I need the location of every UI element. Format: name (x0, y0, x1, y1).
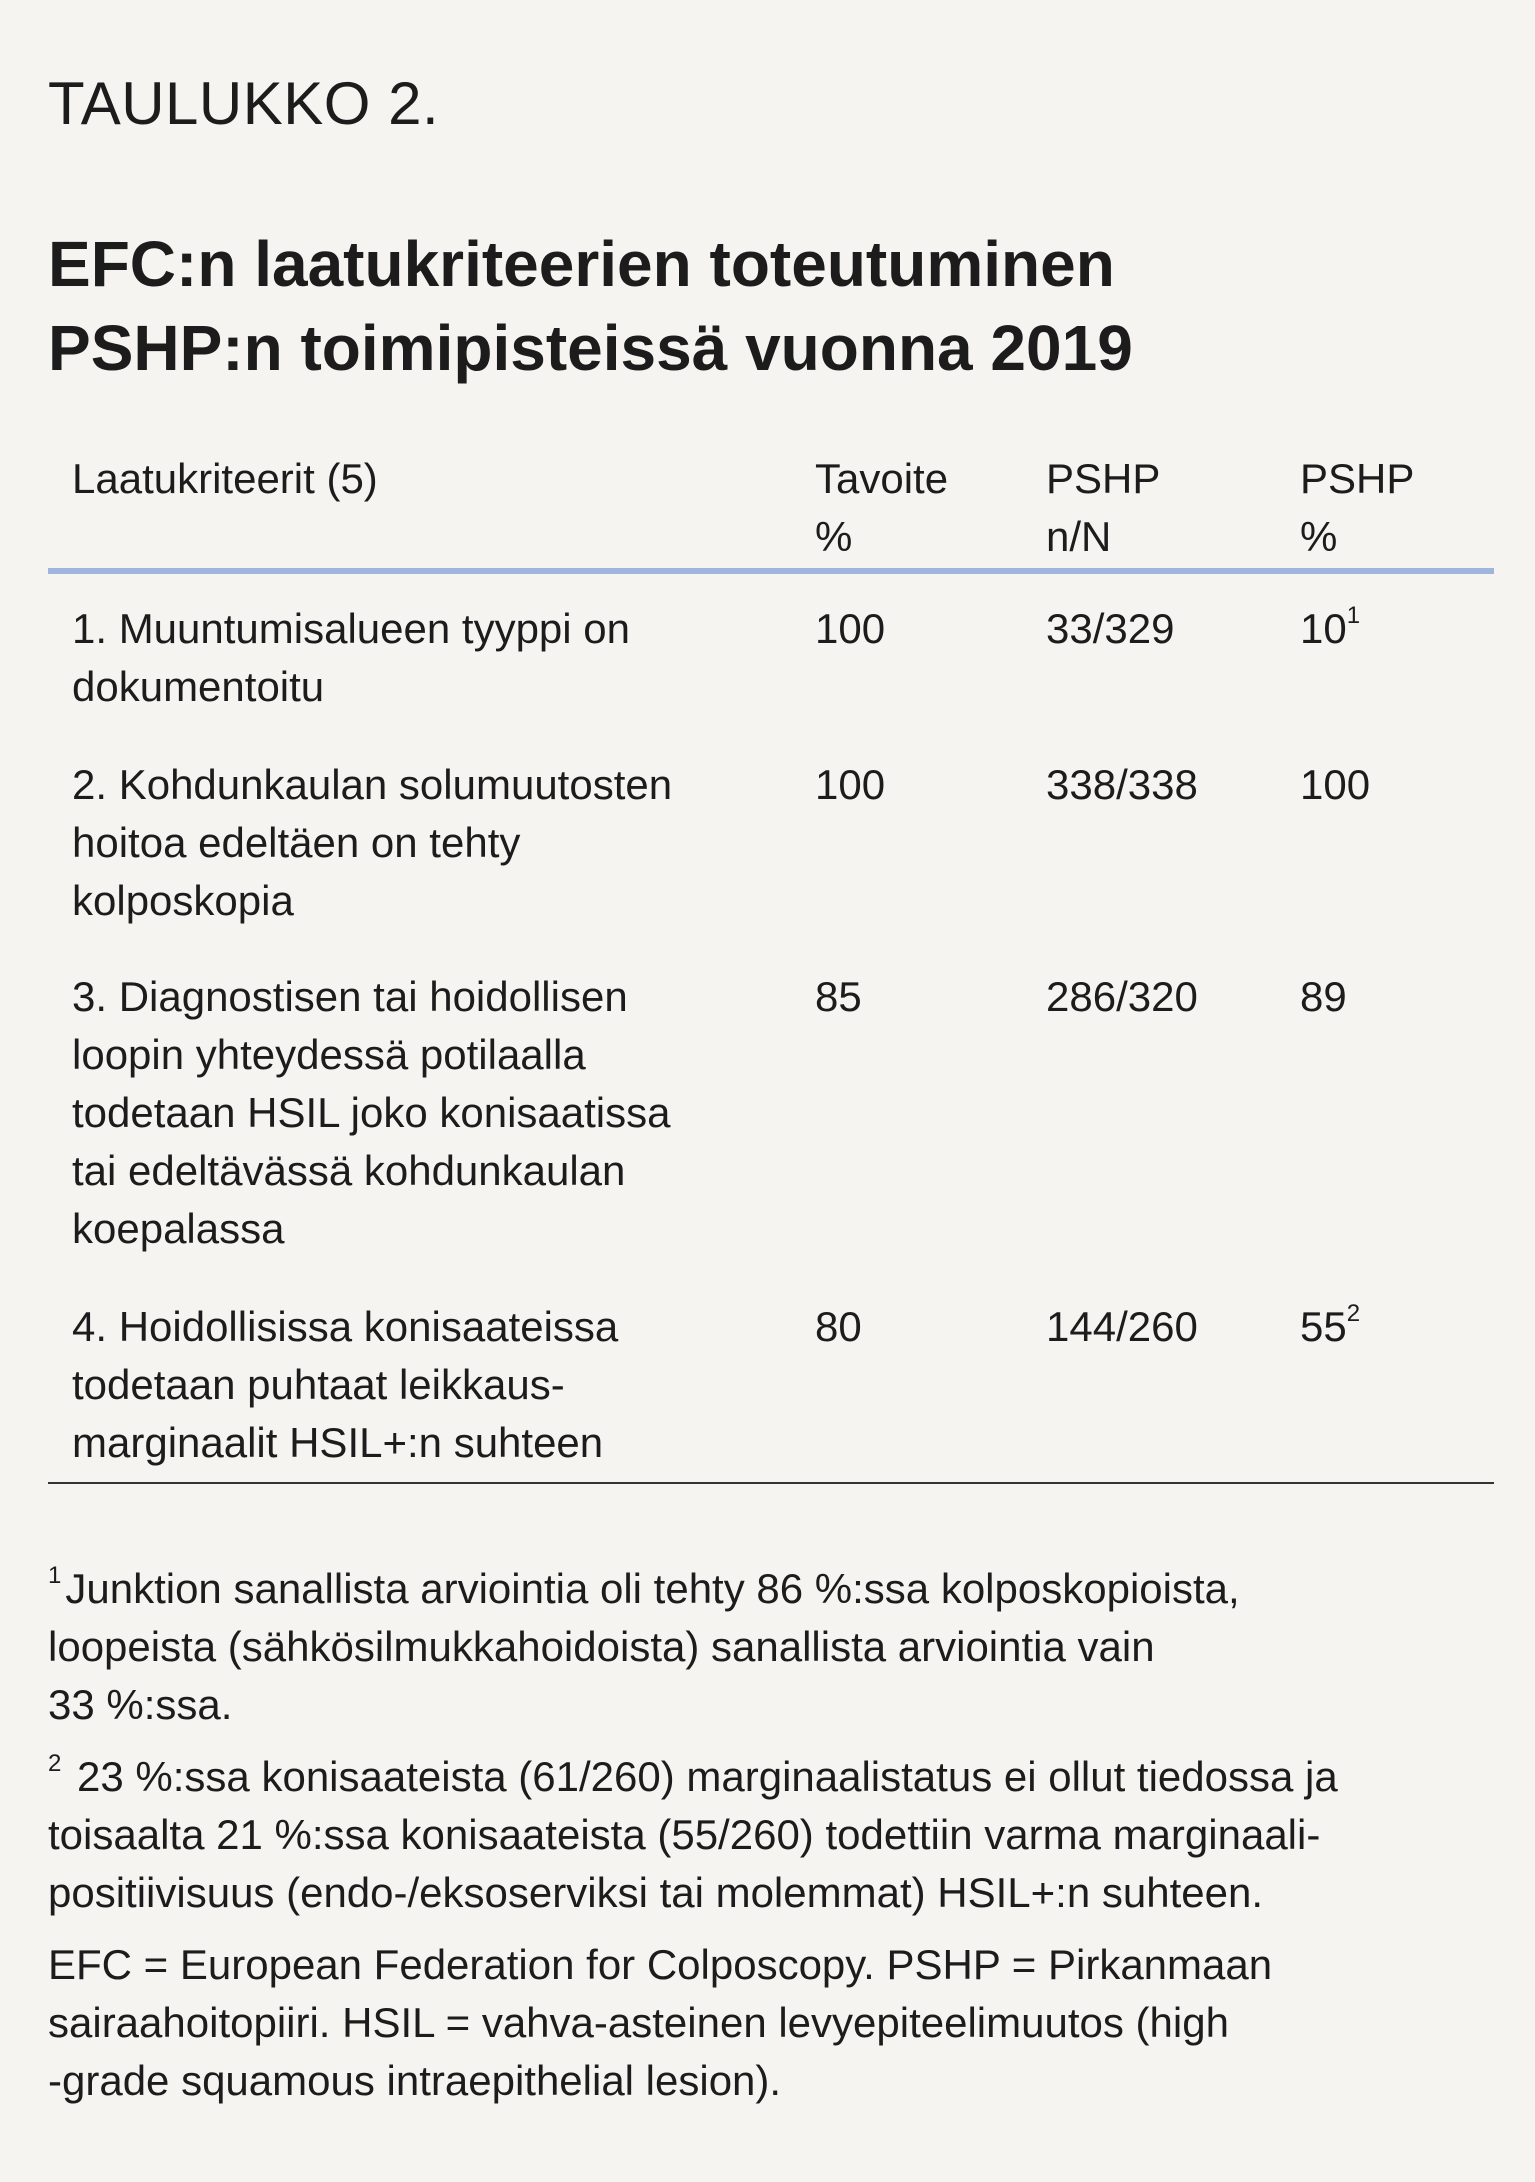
criteria-line: 4. Hoidollisissa konisaateissa (72, 1303, 619, 1350)
table-label: TAULUKKO 2. (48, 70, 440, 137)
criteria-line: 3. Diagnostisen tai hoidollisen (72, 973, 628, 1020)
header-pct (1300, 450, 1490, 566)
footnote-marker: 2 (1346, 1300, 1361, 1327)
table-header (48, 450, 1494, 574)
footnote-line: 33 %:ssa. (48, 1681, 233, 1728)
header-count-line-1: PSHP (1046, 455, 1161, 502)
abbreviation-line: EFC = European Federation for Colposcopy. PSHP = Pirkanmaan (48, 1941, 1273, 1988)
row-pct (1300, 756, 1490, 814)
criteria-line: todetaan HSIL joko konisaatissa (72, 1089, 671, 1136)
pct-value: 100 (1300, 761, 1371, 808)
row-criteria (72, 1298, 792, 1472)
criteria-line: kolposkopia (72, 877, 294, 924)
row-criteria (72, 600, 792, 716)
title-line-2: PSHP:n toimipisteissä vuonna 2019 (48, 312, 1133, 384)
footnote-line: Junktion sanallista arviointia oli tehty 86 %:ssa kolposkopioista, (65, 1565, 1240, 1612)
header-target-line-1: Tavoite (815, 455, 949, 502)
criteria-line: todetaan puhtaat leikkaus- (72, 1361, 565, 1408)
header-count-line-2: n/N (1046, 513, 1112, 560)
footnote-line: positiivisuus (endo-/eksoserviksi tai molemmat) HSIL+:n suhteen. (48, 1869, 1264, 1916)
row-count: 286/320 (1046, 973, 1198, 1020)
header-target-line-2: % (815, 513, 853, 560)
row-target: 100 (815, 605, 886, 652)
row-pct (1300, 1298, 1490, 1356)
title-line-1: EFC:n laatukriteerien toteutuminen (48, 228, 1115, 300)
abbreviations-note (48, 1936, 1498, 2110)
row-criteria (72, 968, 792, 1258)
footnote-line: toisaalta 21 %:ssa konisaateista (55/260) todettiin varma marginaali- (48, 1811, 1321, 1858)
table-title (48, 222, 1498, 390)
row-criteria (72, 756, 792, 930)
pct-value: 55 (1300, 1303, 1347, 1350)
header-target (815, 450, 1015, 566)
row-count: 144/260 (1046, 1303, 1198, 1350)
criteria-line: 2. Kohdunkaulan solumuutosten (72, 761, 673, 808)
row-count: 33/329 (1046, 605, 1175, 652)
pct-value: 10 (1300, 605, 1347, 652)
row-target: 100 (815, 761, 886, 808)
footnote-line: 23 %:ssa konisaateista (61/260) marginaalistatus ei ollut tiedossa ja (65, 1753, 1338, 1800)
criteria-line: tai edeltävässä kohdunkaulan (72, 1147, 626, 1194)
table-row (48, 1272, 1494, 1484)
footnote-2-marker: 2 (48, 1750, 62, 1777)
table-row (48, 730, 1494, 942)
row-target: 80 (815, 1303, 862, 1350)
row-pct (1300, 968, 1490, 1026)
footnote-marker: 1 (1346, 602, 1361, 629)
row-count: 338/338 (1046, 761, 1198, 808)
table-row (48, 574, 1494, 730)
footnote-1 (48, 1560, 1498, 1734)
criteria-line: marginaalit HSIL+:n suhteen (72, 1419, 604, 1466)
footnote-2 (48, 1748, 1498, 1922)
header-criteria: Laatukriteerit (5) (72, 455, 378, 502)
criteria-line: loopin yhteydessä potilaalla (72, 1031, 586, 1078)
row-pct (1300, 600, 1490, 658)
header-pct-line-2: % (1300, 513, 1338, 560)
criteria-line: koepalassa (72, 1205, 285, 1252)
abbreviation-line: -grade squamous intraepithelial lesion). (48, 2057, 782, 2104)
header-count (1046, 450, 1276, 566)
criteria-table (48, 450, 1494, 1484)
criteria-line: hoitoa edeltäen on tehty (72, 819, 521, 866)
footnote-line: loopeista (sähkösilmukkahoidoista) sanallista arviointia vain (48, 1623, 1155, 1670)
criteria-line: 1. Muuntumisalueen tyyppi on (72, 605, 630, 652)
abbreviation-line: sairaahoitopiiri. HSIL = vahva-asteinen levyepiteelimuutos (high (48, 1999, 1229, 2046)
criteria-line: dokumentoitu (72, 663, 325, 710)
footnote-1-marker: 1 (48, 1562, 62, 1589)
footnotes (48, 1560, 1498, 2124)
header-pct-line-1: PSHP (1300, 455, 1415, 502)
table-row (48, 942, 1494, 1272)
row-target: 85 (815, 973, 862, 1020)
pct-value: 89 (1300, 973, 1347, 1020)
